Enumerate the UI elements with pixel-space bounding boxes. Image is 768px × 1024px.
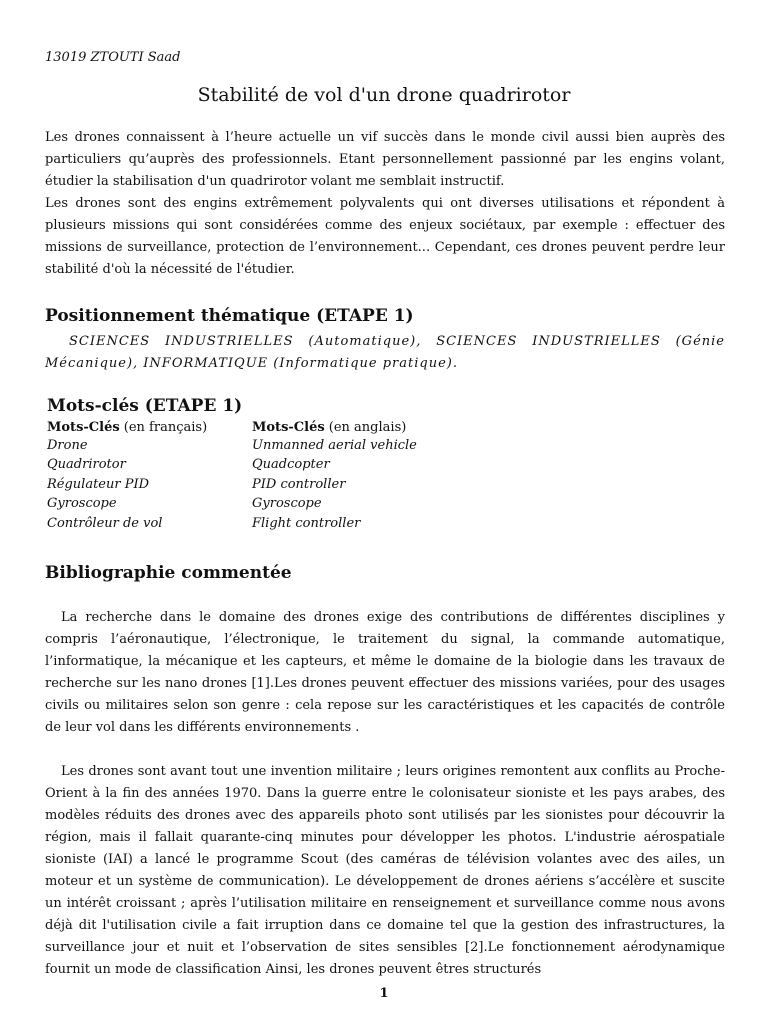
bibliography-heading: Bibliographie commentée: [45, 563, 292, 583]
keyword-en: Flight controller: [252, 515, 361, 531]
keyword-row: [47, 457, 417, 477]
keyword-fr: Quadrirotor: [47, 457, 126, 472]
intro-paragraph-1: Les drones connaissent à l’heure actuelle un vif succès dans le monde civil aussi bien auprès des particuliers qu’auprès des professionnels. Etant personnellement passionné par les engins volant, étudier la stabilisation d'un quadrirotor volant me semblait instructif.: [45, 130, 725, 189]
positionnement-text: SCIENCES INDUSTRIELLES (Automatique), SCIENCES INDUSTRIELLES (Génie Mécanique), INFORMATIQUE (Informatique pratique).: [45, 334, 725, 371]
keywords-table: [47, 418, 417, 535]
keyword-en: PID controller: [252, 476, 346, 492]
keyword-en: Quadcopter: [252, 457, 330, 472]
keyword-fr: Drone: [47, 437, 88, 453]
keyword-fr: Régulateur PID: [47, 476, 150, 492]
intro-section: [45, 127, 725, 281]
keyword-row: [47, 516, 417, 536]
keyword-en: Gyroscope: [252, 496, 322, 511]
keyword-fr: Gyroscope: [47, 496, 117, 511]
positionnement-text-block: [45, 331, 725, 375]
intro-paragraph-2: Les drones sont des engins extrêmement polyvalents qui ont diverses utilisations et répondent à plusieurs missions qui sont considérées comme des enjeux sociétaux, par exemple : effectuer des missions de surveillance, protection de l’environnement... Cependant, ces drones peuvent perdre leur stabilité d'où la nécessité de l'étudier.: [45, 196, 725, 277]
bibliography-section-2: [45, 761, 725, 981]
keywords-header-row: [47, 418, 417, 438]
keyword-row: [47, 477, 417, 497]
keyword-row: [47, 438, 417, 458]
keywords-fr-header: Mots-Clés (en français): [47, 420, 208, 436]
bibliography-section-1: [45, 607, 725, 739]
keywords-heading: Mots-clés (ETAPE 1): [47, 396, 243, 416]
keyword-en: Unmanned aerial vehicle: [252, 437, 417, 453]
bibliography-paragraph-2: Les drones sont avant tout une invention militaire ; leurs origines remontent aux conflits au Proche-Orient à la fin des années 1970. Dans la guerre entre le colonisateur sioniste et les pays arabes, des modèles réduits des drones avec des appareils photo sont utilisés par les sionistes pour découvrir la région, mais il fallait quarante-cinq minutes pour développer les photos. L'industrie aérospatiale sioniste (IAI) a lancé le programme Scout (des caméras de télévision volantes avec des ailes, un moteur et un système de communication). Le développement de drones aériens s’accélère et suscite un intérêt croissant ; après l’utilisation militaire en renseignement et surveillance comme nous avons déjà dit l'utilisation civile a fait irruption dans ce domaine tel que la gestion des infrastructures, la surveillance jour et nuit et l’observation de sites sensibles [2].Le fonctionnement aérodynamique fournit un mode de classification Ainsi, les drones peuvent êtres structurés: [45, 764, 725, 977]
page-number: 1: [379, 986, 389, 1001]
bibliography-paragraph-1: La recherche dans le domaine des drones exige des contributions de différentes disciplines y compris l’aéronautique, l’électronique, le traitement du signal, la commande automatique, l’informatique, la mécanique et les capteurs, et même le domaine de la biologie dans les travaux de recherche sur les nano drones [1].Les drones peuvent effectuer des missions variées, pour des usages civils ou militaires selon son genre : cela repose sur les caractéristiques et les capacités de contrôle de leur vol dans les différents environnements .: [45, 610, 725, 735]
document-title: Stabilité de vol d'un drone quadrirotor: [197, 84, 571, 106]
keyword-row: [47, 496, 417, 516]
keyword-fr: Contrôleur de vol: [47, 515, 163, 531]
positionnement-heading: Positionnement thématique (ETAPE 1): [45, 306, 414, 326]
author-line: 13019 ZTOUTI Saad: [45, 50, 181, 65]
keywords-en-header: Mots-Clés (en anglais): [252, 420, 407, 436]
